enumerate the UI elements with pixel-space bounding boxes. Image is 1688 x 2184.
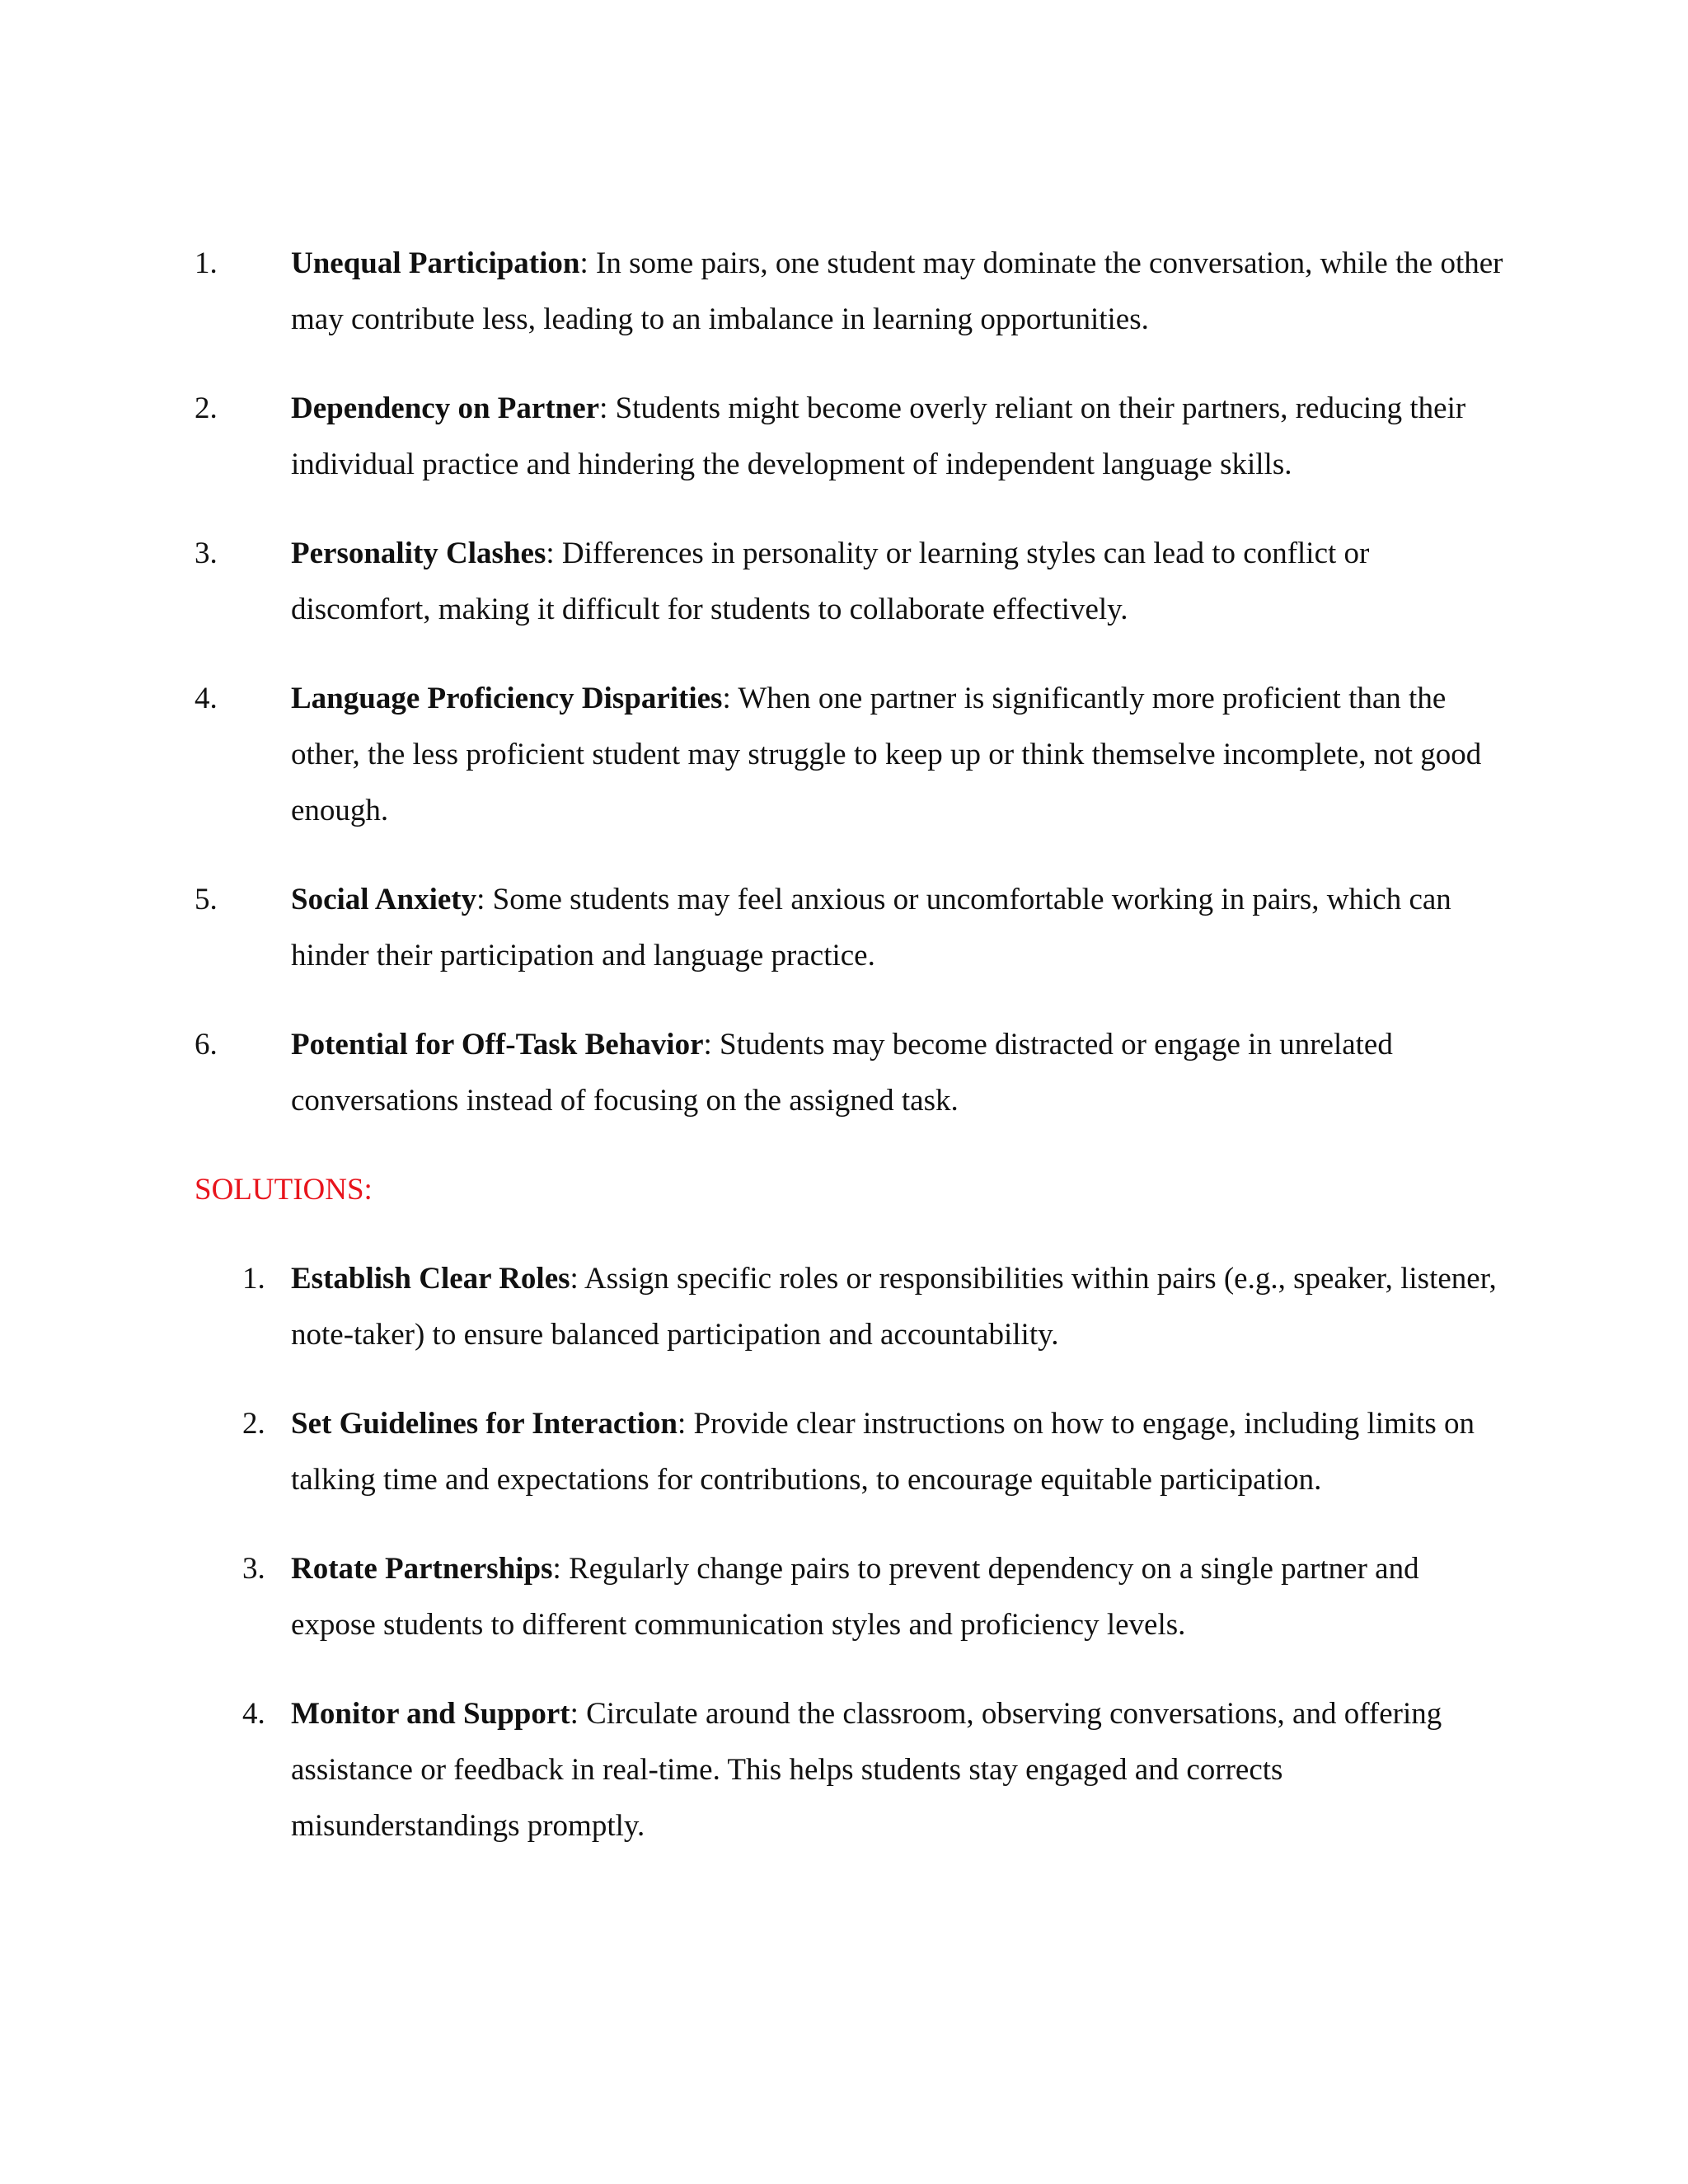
list-item-text: : When one partner is significantly more proficient than the other, the less proficient student may struggle to keep up or think themselve incomplete, not good enough. [291, 682, 1482, 827]
list-item-term: Dependency on Partner [291, 391, 600, 425]
list-number: 6. [195, 1028, 218, 1062]
list-item-body [291, 526, 1511, 638]
list-item-body [291, 1541, 1511, 1653]
list-number: 2. [195, 391, 218, 425]
list-number: 1. [242, 1262, 265, 1296]
list-item [195, 1017, 1505, 1129]
list-item [195, 526, 1505, 638]
list-number: 2. [242, 1407, 265, 1441]
list-number: 3. [195, 537, 218, 570]
list-item-text: : Provide clear instructions on how to engage, including limits on talking time and expectations for contributions, to encourage equitable participation. [291, 1407, 1475, 1497]
list-item-body [291, 872, 1511, 984]
list-item-text: : Circulate around the classroom, observing conversations, and offering assistance or feedback in real-time. This helps students stay engaged and corrects misunderstandings promptly. [291, 1697, 1442, 1843]
list-item-text: : Regularly change pairs to prevent dependency on a single partner and expose students to different communication styles and proficiency levels. [291, 1552, 1419, 1642]
list-item-text: : Students might become overly reliant on their partners, reducing their individual practice and hindering the development of independent language skills. [291, 391, 1466, 481]
list-item-term: Set Guidelines for Interaction [291, 1407, 678, 1441]
list-item-term: Social Anxiety [291, 883, 477, 916]
list-number: 1. [195, 246, 218, 280]
list-item-term: Monitor and Support [291, 1697, 570, 1731]
list-item-body [291, 1396, 1511, 1508]
list-item-term: Language Proficiency Disparities [291, 682, 723, 715]
list-item [195, 1541, 1505, 1653]
list-item [195, 381, 1505, 493]
list-item-body [291, 381, 1511, 493]
list-item-body [291, 236, 1511, 348]
list-item-term: Personality Clashes [291, 537, 546, 570]
list-number: 4. [195, 682, 218, 715]
list-item-body [291, 671, 1511, 839]
list-item-body [291, 1251, 1511, 1363]
list-item [195, 1686, 1505, 1854]
list-item-text: : Assign specific roles or responsibilities within pairs (e.g., speaker, listener, note-taker) to ensure balanced participation and accountability. [291, 1262, 1497, 1352]
list-item [195, 1251, 1505, 1363]
solutions-heading: SOLUTIONS: [195, 1173, 373, 1207]
solutions-list [195, 1251, 1505, 1854]
list-number: 5. [195, 883, 218, 916]
list-item-term: Unequal Participation [291, 246, 580, 280]
list-item-text: : Differences in personality or learning styles can lead to conflict or discomfort, making it difficult for students to collaborate effectively. [291, 537, 1370, 626]
list-number: 3. [242, 1552, 265, 1586]
list-item-term: Establish Clear Roles [291, 1262, 570, 1296]
list-item-text: : Students may become distracted or engage in unrelated conversations instead of focusing on the assigned task. [291, 1028, 1393, 1118]
list-item-body [291, 1017, 1511, 1129]
list-item-body [291, 1686, 1511, 1854]
list-number: 4. [242, 1697, 265, 1731]
list-item-text: : Some students may feel anxious or uncomfortable working in pairs, which can hinder their participation and language practice. [291, 883, 1451, 972]
list-item-term: Rotate Partnerships [291, 1552, 553, 1586]
problems-list [195, 236, 1505, 1129]
list-item [195, 1396, 1505, 1508]
list-item [195, 872, 1505, 984]
list-item-text: : In some pairs, one student may dominate the conversation, while the other may contribute less, leading to an imbalance in learning opportunities. [291, 246, 1503, 336]
list-item [195, 671, 1505, 839]
list-item [195, 236, 1505, 348]
list-item-term: Potential for Off-Task Behavior [291, 1028, 704, 1062]
document-content [195, 236, 1505, 1887]
